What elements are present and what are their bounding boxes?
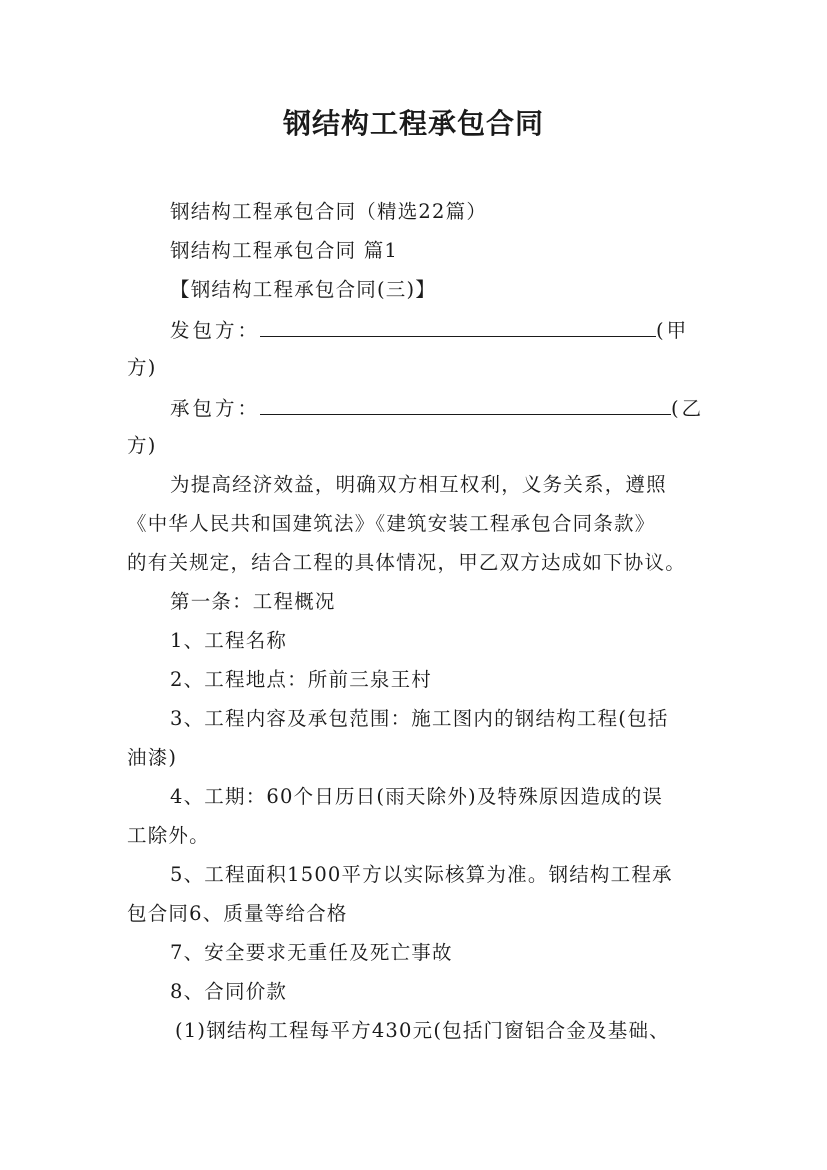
- list-item: 7、安全要求无重任及死亡事故: [170, 941, 453, 964]
- list-item: 4、工期：60个日历日(雨天除外)及特殊原因造成的误: [170, 785, 664, 808]
- paragraph-line: 的有关规定，结合工程的具体情况，甲乙双方达成如下协议。: [127, 551, 686, 574]
- section-heading: 钢结构工程承包合同 篇1: [170, 239, 399, 262]
- party-b-line: [170, 394, 704, 422]
- list-item-continuation: 油漆): [127, 746, 178, 769]
- party-a-continuation: 方): [127, 356, 157, 379]
- list-item-continuation: 工除外。: [127, 824, 210, 847]
- party-b-continuation: 方): [127, 434, 157, 457]
- party-a-line: [170, 316, 689, 344]
- list-sub-item: (1)钢结构工程每平方430元(包括门窗铝合金及基础、: [175, 1019, 670, 1042]
- article-heading: 第一条：工程概况: [170, 590, 336, 613]
- paragraph-line: 《中华人民共和国建筑法》《建筑安装工程承包合同条款》: [127, 512, 656, 535]
- list-item: 3、工程内容及承包范围：施工图内的钢结构工程(包括: [170, 707, 669, 730]
- list-item: 2、工程地点：所前三泉王村: [170, 668, 433, 691]
- party-a-label: 发包方：: [170, 319, 261, 342]
- list-item-continuation: 包合同6、质量等给合格: [127, 902, 348, 925]
- list-item: 5、工程面积1500平方以实际核算为准。钢结构工程承: [170, 863, 673, 886]
- party-b-label: 承包方：: [170, 397, 261, 420]
- contract-variant-heading: 【钢结构工程承包合同(三)】: [170, 278, 437, 301]
- subtitle-line: 钢结构工程承包合同（精选22篇）: [170, 200, 488, 223]
- party-a-tail: (甲: [656, 319, 690, 342]
- party-b-blank: [260, 394, 671, 415]
- paragraph-line: 为提高经济效益，明确双方相互权利，义务关系，遵照: [170, 473, 667, 496]
- party-b-tail: (乙: [671, 397, 705, 420]
- list-item: 8、合同价款: [170, 980, 288, 1003]
- list-item: 1、工程名称: [170, 629, 288, 652]
- document-title: 钢结构工程承包合同: [282, 107, 544, 140]
- party-a-blank: [260, 316, 656, 337]
